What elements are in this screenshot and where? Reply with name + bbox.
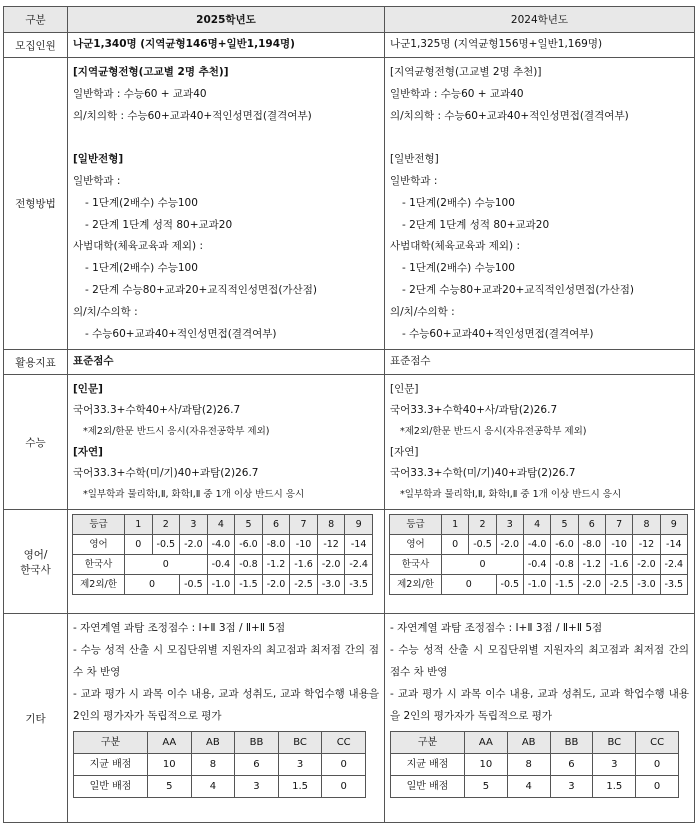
allocation-cell: 일반 배점 — [391, 776, 465, 798]
suneung-line: *제2외/한문 반드시 응시(자유전공학부 제외) — [83, 426, 270, 438]
method-line: 의/치의학 : 수능60+교과40+적인성면접(결격여부) — [390, 109, 629, 122]
method-line: 일반학과 : 수능60 + 교과40 — [390, 87, 524, 100]
method-line: 의/치/수의학 : — [390, 305, 455, 318]
grade-cell: -12 — [317, 535, 345, 555]
grade-cell: -6.0 — [235, 535, 263, 555]
row-recruit — [4, 33, 695, 58]
method-line: - 수능60+교과40+적인성면접(결격여부) — [85, 327, 277, 340]
grade-cell: -0.4 — [207, 555, 235, 575]
allocation-cell: 3 — [593, 754, 636, 776]
row-label-recruit: 모집인원 — [4, 33, 68, 58]
allocation-cell: 지균 배점 — [74, 754, 148, 776]
method-2024 — [385, 58, 695, 350]
grade-cell: -1.2 — [578, 555, 605, 575]
allocation-cell: 1.5 — [593, 776, 636, 798]
score-allocation-table — [73, 731, 366, 798]
allocation-cell: AB — [191, 732, 235, 754]
method-line: - 2단계 수능80+교과20+교직적인성면접(가산점) — [402, 283, 634, 296]
english-row — [390, 535, 688, 555]
grade-cell: -10 — [605, 535, 632, 555]
method-2025 — [68, 58, 385, 350]
grade-cell: 8 — [633, 515, 660, 535]
suneung-line: [인문] — [73, 383, 103, 396]
allocation-cell: 8 — [507, 754, 550, 776]
method-line: [일반전형] — [73, 153, 124, 166]
suneung-line: 국어33.3+수학40+사/과탐(2)26.7 — [390, 404, 558, 417]
grade-cell: -2.5 — [605, 575, 632, 595]
header-2025: 2025학년도 — [68, 7, 385, 33]
grade-cell: 2 — [469, 515, 496, 535]
row-label-indicator: 활용지표 — [4, 350, 68, 375]
row-label-english-line1: 영어/ — [23, 548, 48, 561]
grade-cell: -4.0 — [207, 535, 235, 555]
grade-cell: -8.0 — [578, 535, 605, 555]
method-line: 의/치/수의학 : — [73, 305, 138, 318]
grade-cell: -12 — [633, 535, 660, 555]
allocation-header-row — [391, 732, 679, 754]
grade-cell: -3.5 — [660, 575, 687, 595]
grade-cell: -14 — [345, 535, 373, 555]
grade-cell: 7 — [605, 515, 632, 535]
grade-cell: -1.0 — [207, 575, 235, 595]
grade-cell: 0 — [125, 575, 180, 595]
grade-cell: -1.5 — [551, 575, 578, 595]
grade-cell: 3 — [496, 515, 523, 535]
grade-cell: -10 — [290, 535, 318, 555]
grade-cell: -2.0 — [496, 535, 523, 555]
method-line: - 1단계(2배수) 수능100 — [85, 262, 198, 275]
grade-cell: -0.5 — [152, 535, 180, 555]
allocation-header-row — [74, 732, 366, 754]
allocation-cell: 4 — [191, 776, 235, 798]
allocation-cell: AB — [507, 732, 550, 754]
grade-cell: 4 — [523, 515, 550, 535]
allocation-cell: 3 — [278, 754, 322, 776]
grade-cell: 2 — [152, 515, 180, 535]
grade-cell: -3.0 — [633, 575, 660, 595]
grade-cell: 8 — [317, 515, 345, 535]
etc-line: - 자연계열 과탐 조정점수 : Ⅰ+Ⅱ 3점 / Ⅱ+Ⅱ 5점 — [73, 622, 286, 635]
grade-cell: -6.0 — [551, 535, 578, 555]
method-line: 일반학과 : — [390, 174, 438, 187]
grade-cell: 0 — [125, 535, 153, 555]
indicator-2025: 표준점수 — [68, 350, 385, 375]
regional-balance-row — [391, 754, 679, 776]
score-allocation-table — [390, 731, 679, 798]
grade-header-row — [390, 515, 688, 535]
header-2024: 2024학년도 — [385, 7, 695, 33]
grade-cell: 한국사 — [73, 555, 125, 575]
grade-cell: 7 — [290, 515, 318, 535]
allocation-cell: 5 — [148, 776, 192, 798]
row-label-etc: 기타 — [4, 614, 68, 823]
grade-cell: -14 — [660, 535, 687, 555]
grade-deduction-table — [389, 514, 688, 595]
method-line: 사범대학(체육교육과 제외) : — [73, 240, 203, 253]
method-line: - 1단계(2배수) 수능100 — [85, 196, 198, 209]
general-row — [74, 776, 366, 798]
grade-cell: -0.4 — [523, 555, 550, 575]
allocation-cell: 0 — [636, 754, 679, 776]
second-language-row — [73, 575, 373, 595]
allocation-cell: 구분 — [74, 732, 148, 754]
grade-cell: -8.0 — [262, 535, 290, 555]
row-english — [4, 510, 695, 614]
header-row — [4, 7, 695, 33]
regional-balance-row — [74, 754, 366, 776]
grade-cell: -4.0 — [523, 535, 550, 555]
row-method — [4, 58, 695, 350]
method-line: 의/치의학 : 수능60+교과40+적인성면접(결격여부) — [73, 109, 312, 122]
grade-cell: 제2외/한 — [73, 575, 125, 595]
grade-cell: 등급 — [73, 515, 125, 535]
allocation-cell: 0 — [322, 776, 366, 798]
grade-cell: 9 — [345, 515, 373, 535]
grade-deduction-table — [72, 514, 373, 595]
method-line: [지역균형전형(고교별 2명 추천)] — [390, 66, 542, 78]
grade-cell: -2.4 — [660, 555, 687, 575]
allocation-cell: 3 — [235, 776, 279, 798]
grade-cell: -2.0 — [578, 575, 605, 595]
suneung-line: 국어33.3+수학(미/기)40+과탐(2)26.7 — [390, 467, 576, 480]
suneung-line: [자연] — [390, 446, 419, 459]
allocation-cell: AA — [148, 732, 192, 754]
admission-comparison-table — [3, 6, 695, 823]
grade-cell: -0.5 — [496, 575, 523, 595]
grade-cell: 9 — [660, 515, 687, 535]
allocation-cell: AA — [465, 732, 508, 754]
etc-line: - 교과 평가 시 과목 이수 내용, 교과 성취도, 교과 학업수행 내용을 2인의 평가자가 독립적으로 평가 — [73, 687, 379, 722]
suneung-line: *제2외/한문 반드시 응시(자유전공학부 제외) — [400, 426, 587, 438]
allocation-cell: BC — [278, 732, 322, 754]
header-label: 구분 — [4, 7, 68, 33]
etc-line: - 수능 성적 산출 시 모집단위별 지원자의 최고점과 최저점 간의 점수 차 반영 — [390, 644, 689, 678]
suneung-line: 국어33.3+수학(미/기)40+과탐(2)26.7 — [73, 467, 259, 480]
row-label-method: 전형방법 — [4, 58, 68, 350]
grade-cell: 1 — [125, 515, 153, 535]
grade-cell: 6 — [262, 515, 290, 535]
grade-cell: -2.4 — [345, 555, 373, 575]
grade-cell: 5 — [551, 515, 578, 535]
grade-cell: 6 — [578, 515, 605, 535]
grade-cell: 0 — [125, 555, 208, 575]
allocation-cell: CC — [636, 732, 679, 754]
recruit-2025: 나군1,340명 (지역균형146명+일반1,194명) — [68, 33, 385, 58]
grade-cell: 5 — [235, 515, 263, 535]
method-line: 일반학과 : 수능60 + 교과40 — [73, 87, 207, 100]
etc-line: - 교과 평가 시 과목 이수 내용, 교과 성취도, 교과 학업수행 내용을 2인의 평가자가 독립적으로 평가 — [390, 687, 689, 722]
grade-cell: 등급 — [390, 515, 442, 535]
method-line: 일반학과 : — [73, 174, 121, 187]
grade-cell: -0.8 — [235, 555, 263, 575]
grade-header-row — [73, 515, 373, 535]
grade-cell: -1.6 — [290, 555, 318, 575]
grade-cell: -2.5 — [290, 575, 318, 595]
grade-cell: -2.0 — [633, 555, 660, 575]
grade-cell: 0 — [442, 555, 524, 575]
method-line: 사범대학(체육교육과 제외) : — [390, 240, 520, 253]
allocation-cell: 10 — [148, 754, 192, 776]
allocation-cell: 0 — [322, 754, 366, 776]
grade-cell: 0 — [442, 575, 497, 595]
grade-cell: -1.6 — [605, 555, 632, 575]
method-line: [일반전형] — [390, 153, 439, 166]
method-line: - 수능60+교과40+적인성면접(결격여부) — [402, 327, 594, 340]
method-line — [390, 127, 689, 149]
suneung-line: [자연] — [73, 446, 103, 459]
grade-cell: 제2외/한 — [390, 575, 442, 595]
method-line: [지역균형전형(고교별 2명 추천)] — [73, 66, 229, 78]
allocation-cell: 8 — [191, 754, 235, 776]
grade-cell: 4 — [207, 515, 235, 535]
etc-2024 — [385, 614, 695, 823]
grade-cell: 영어 — [73, 535, 125, 555]
row-etc — [4, 614, 695, 823]
general-row — [391, 776, 679, 798]
grade-cell: -0.5 — [180, 575, 208, 595]
allocation-cell: 3 — [550, 776, 593, 798]
method-line: - 2단계 1단계 성적 80+교과20 — [85, 218, 233, 231]
suneung-2025 — [68, 375, 385, 510]
etc-2025 — [68, 614, 385, 823]
recruit-2024: 나군1,325명 (지역균형156명+일반1,169명) — [385, 33, 695, 58]
allocation-cell: BB — [235, 732, 279, 754]
suneung-line: 국어33.3+수학40+사/과탐(2)26.7 — [73, 404, 241, 417]
allocation-cell: 6 — [235, 754, 279, 776]
grade-cell: 0 — [442, 535, 469, 555]
suneung-line: *일부학과 물리학Ⅰ,Ⅱ, 화학Ⅰ,Ⅱ 중 1개 이상 반드시 응시 — [400, 489, 622, 501]
method-line: - 1단계(2배수) 수능100 — [402, 196, 515, 209]
allocation-cell: 10 — [465, 754, 508, 776]
grade-cell: -0.8 — [551, 555, 578, 575]
grade-cell: 영어 — [390, 535, 442, 555]
suneung-2024 — [385, 375, 695, 510]
grade-cell: -1.5 — [235, 575, 263, 595]
grade-cell: 1 — [442, 515, 469, 535]
row-suneung — [4, 375, 695, 510]
allocation-cell: 5 — [465, 776, 508, 798]
second-language-row — [390, 575, 688, 595]
row-label-english-line2: 한국사 — [20, 563, 51, 576]
english-2024 — [385, 510, 695, 614]
etc-line: - 자연계열 과탐 조정점수 : Ⅰ+Ⅱ 3점 / Ⅱ+Ⅱ 5점 — [390, 622, 603, 635]
allocation-cell: 4 — [507, 776, 550, 798]
grade-cell: 한국사 — [390, 555, 442, 575]
method-line — [73, 127, 379, 149]
allocation-cell: BB — [550, 732, 593, 754]
suneung-line: [인문] — [390, 383, 419, 396]
grade-cell: -0.5 — [469, 535, 496, 555]
grade-cell: -3.0 — [317, 575, 345, 595]
method-line: - 1단계(2배수) 수능100 — [402, 262, 515, 275]
allocation-cell: 구분 — [391, 732, 465, 754]
english-2025 — [68, 510, 385, 614]
korean-history-row — [73, 555, 373, 575]
row-label-suneung: 수능 — [4, 375, 68, 510]
allocation-cell: 지균 배점 — [391, 754, 465, 776]
grade-cell: 3 — [180, 515, 208, 535]
allocation-cell: CC — [322, 732, 366, 754]
method-line: - 2단계 수능80+교과20+교직적인성면접(가산점) — [85, 283, 317, 296]
allocation-cell: 6 — [550, 754, 593, 776]
row-label-english — [4, 510, 68, 614]
method-line: - 2단계 1단계 성적 80+교과20 — [402, 218, 550, 231]
indicator-2024: 표준점수 — [385, 350, 695, 375]
suneung-line: *일부학과 물리학Ⅰ,Ⅱ, 화학Ⅰ,Ⅱ 중 1개 이상 반드시 응시 — [83, 489, 305, 501]
etc-line: - 수능 성적 산출 시 모집단위별 지원자의 최고점과 최저점 간의 점수 차 반영 — [73, 644, 379, 678]
english-row — [73, 535, 373, 555]
grade-cell: -2.0 — [180, 535, 208, 555]
allocation-cell: 0 — [636, 776, 679, 798]
allocation-cell: BC — [593, 732, 636, 754]
korean-history-row — [390, 555, 688, 575]
grade-cell: -1.2 — [262, 555, 290, 575]
grade-cell: -1.0 — [523, 575, 550, 595]
grade-cell: -3.5 — [345, 575, 373, 595]
row-indicator — [4, 350, 695, 375]
allocation-cell: 1.5 — [278, 776, 322, 798]
grade-cell: -2.0 — [262, 575, 290, 595]
allocation-cell: 일반 배점 — [74, 776, 148, 798]
grade-cell: -2.0 — [317, 555, 345, 575]
